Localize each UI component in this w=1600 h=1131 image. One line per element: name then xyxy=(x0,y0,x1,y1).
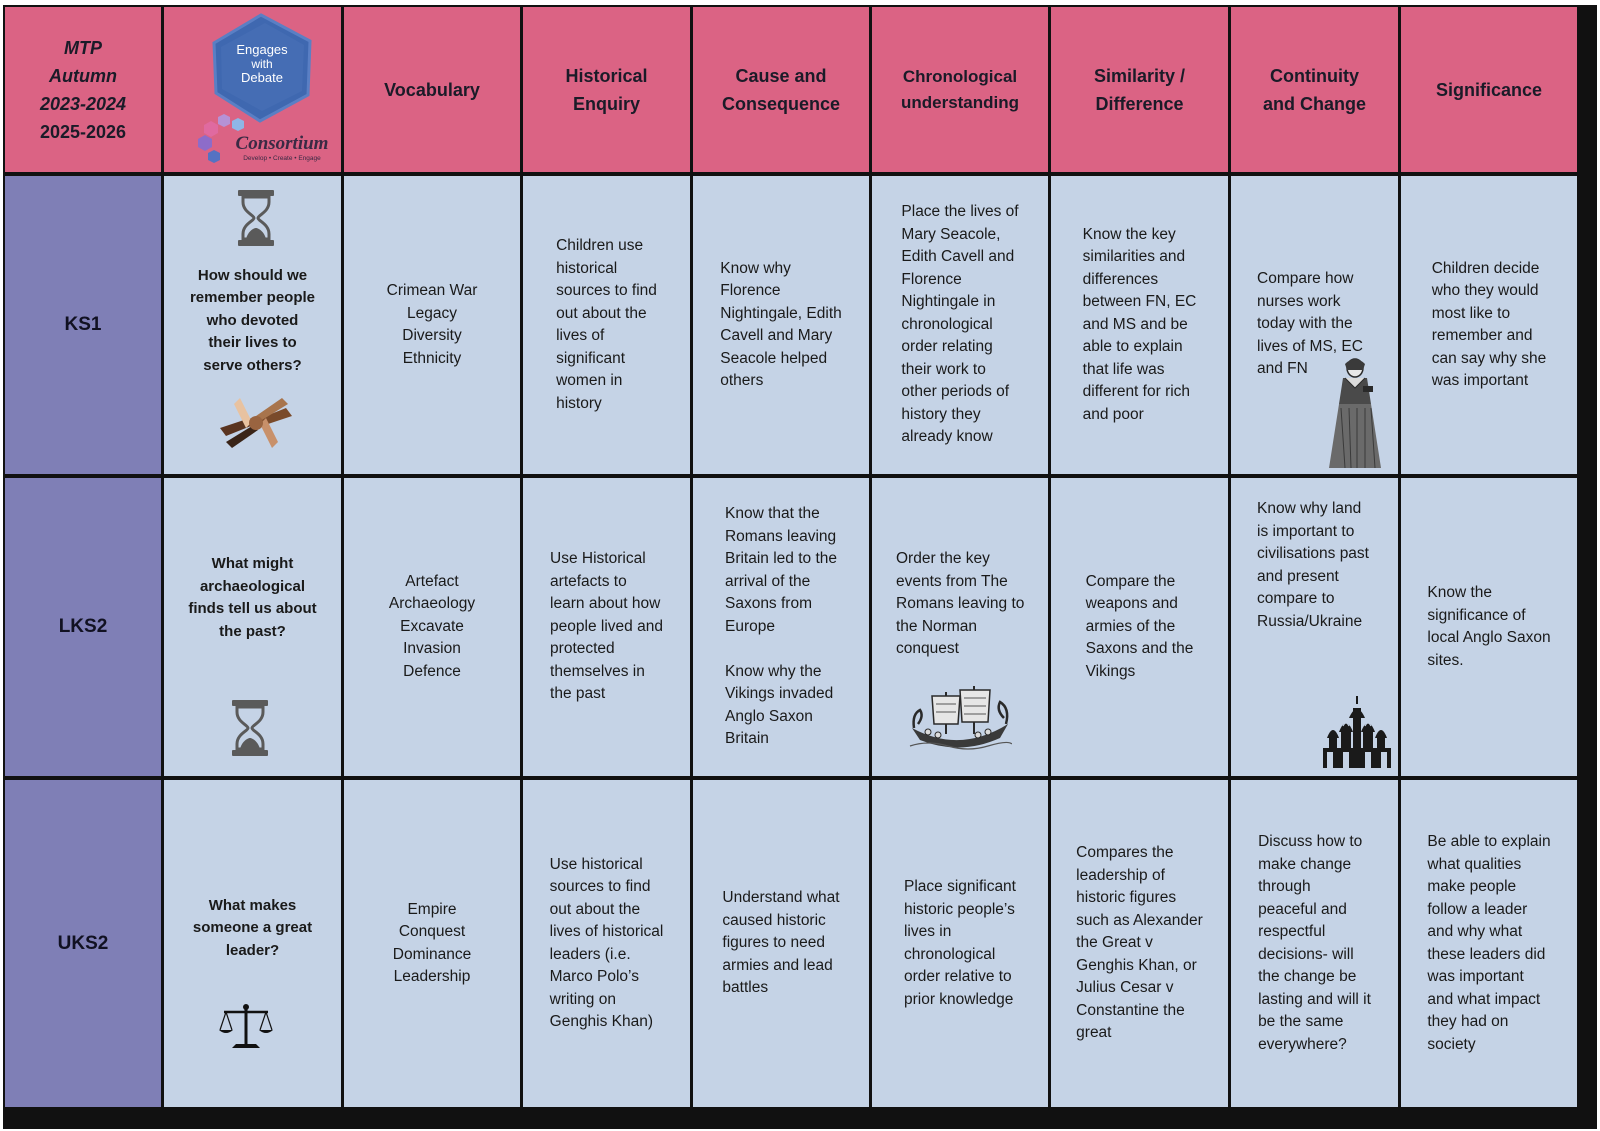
title-line-3: 2023-2024 xyxy=(39,93,127,114)
question-text: What makes someone a great leader? xyxy=(192,896,313,959)
stage-uks2: UKS2 xyxy=(5,780,161,1107)
onion-dome-cathedral-icon xyxy=(1321,694,1393,770)
title-cell xyxy=(5,7,161,172)
joined-hands-icon xyxy=(216,394,296,452)
consortium-logo xyxy=(164,7,341,172)
hourglass-icon xyxy=(230,698,270,758)
ks1-vocabulary: Crimean War Legacy Diversity Ethnicity xyxy=(344,176,520,474)
uks2-significance: Be able to explain what qualities make people follow a leader and why what these leaders did was important and what impact they had on society xyxy=(1401,780,1577,1107)
lks2-significance: Know the significance of local Anglo Saxon sites. xyxy=(1401,478,1577,776)
ks1-significance: Children decide who they would most like to remember and can say why she was important xyxy=(1401,176,1577,474)
col-header-continuity: Continuity and Change xyxy=(1231,7,1398,172)
hourglass-icon xyxy=(236,188,276,248)
brand-tagline: Develop • Create • Engage xyxy=(243,155,321,162)
stage-lks2: LKS2 xyxy=(5,478,161,776)
lks2-cause-consequence: Know that the Romans leaving Britain led to the arrival of the Saxons from Europe Know why the Vikings invaded Anglo Saxon Britain xyxy=(693,478,869,776)
lks2-similarity: Compare the weapons and armies of the Saxons and the Vikings xyxy=(1051,478,1228,776)
title-line-2: Autumn xyxy=(49,65,117,86)
lks2-chronological: Order the key events from The Romans leaving to the Norman conquest xyxy=(872,478,1048,776)
curriculum-grid xyxy=(3,5,1597,1129)
uks2-cause-consequence: Understand what caused historic figures to need armies and lead battles xyxy=(693,780,869,1107)
lks2-vocabulary: Artefact Archaeology Excavate Invasion Defence xyxy=(344,478,520,776)
col-header-historical-enquiry: Historical Enquiry xyxy=(523,7,690,172)
title-line-4: 2025-2026 xyxy=(39,121,127,142)
ks1-chronological: Place the lives of Mary Seacole, Edith Cavell and Florence Nightingale in chronological order relating their work to other periods of history they already know xyxy=(872,176,1048,474)
question-lks2 xyxy=(164,478,341,776)
ks1-similarity: Know the key similarities and differences between FN, EC and MS and be able to explain that life was different for rich and poor xyxy=(1051,176,1228,474)
question-uks2 xyxy=(164,780,341,1107)
stage-ks1: KS1 xyxy=(5,176,161,474)
ks1-cause-consequence: Know why Florence Nightingale, Edith Cavell and Mary Seacole helped others xyxy=(693,176,869,474)
badge-line-1: Engages xyxy=(236,42,288,57)
ks1-continuity: Compare how nurses work today with the lives of MS, EC and FN xyxy=(1231,176,1398,474)
col-header-cause-consequence: Cause and Consequence xyxy=(693,7,869,172)
question-ks1 xyxy=(164,176,341,474)
scales-of-justice-icon xyxy=(218,1002,274,1052)
question-text: How should we remember people who devoted their lives to serve others? xyxy=(189,266,316,374)
title-line-1: MTP xyxy=(64,37,102,58)
lks2-continuity: Know why land is important to civilisations past and present compare to Russia/Ukraine xyxy=(1231,478,1398,776)
ks1-historical-enquiry: Children use historical sources to find out about the lives of significant women in history xyxy=(523,176,690,474)
col-header-significance: Significance xyxy=(1401,7,1577,172)
uks2-continuity: Discuss how to make change through peaceful and respectful decisions- will the change be lasting and will it be the same everywhere? xyxy=(1231,780,1398,1107)
col-header-chronological: Chronological understanding xyxy=(872,7,1048,172)
viking-ship-illustration xyxy=(908,684,1012,754)
logo-cell xyxy=(164,7,341,172)
col-header-similarity: Similarity / Difference xyxy=(1051,7,1228,172)
lks2-historical-enquiry: Use Historical artefacts to learn about how people lived and protected themselves in the past xyxy=(523,478,690,776)
uks2-chronological: Place significant historic people’s lives in chronological order relative to prior knowledge xyxy=(872,780,1048,1107)
uks2-historical-enquiry: Use historical sources to find out about the lives of historical leaders (i.e. Marco Polo’s writing on Genghis Khan) xyxy=(523,780,690,1107)
badge-line-2: with xyxy=(251,57,273,71)
uks2-similarity: Compares the leadership of historic figures such as Alexander the Great v Genghis Khan, or Julius Cesar v Constantine the great xyxy=(1051,780,1228,1107)
col-header-vocabulary: Vocabulary xyxy=(344,7,520,172)
florence-nightingale-illustration xyxy=(1323,356,1387,472)
brand-name: Consortium xyxy=(235,133,329,154)
question-text: What might archaeological finds tell us about the past? xyxy=(188,555,317,640)
badge-line-3: Debate xyxy=(241,70,283,85)
uks2-vocabulary: Empire Conquest Dominance Leadership xyxy=(344,780,520,1107)
